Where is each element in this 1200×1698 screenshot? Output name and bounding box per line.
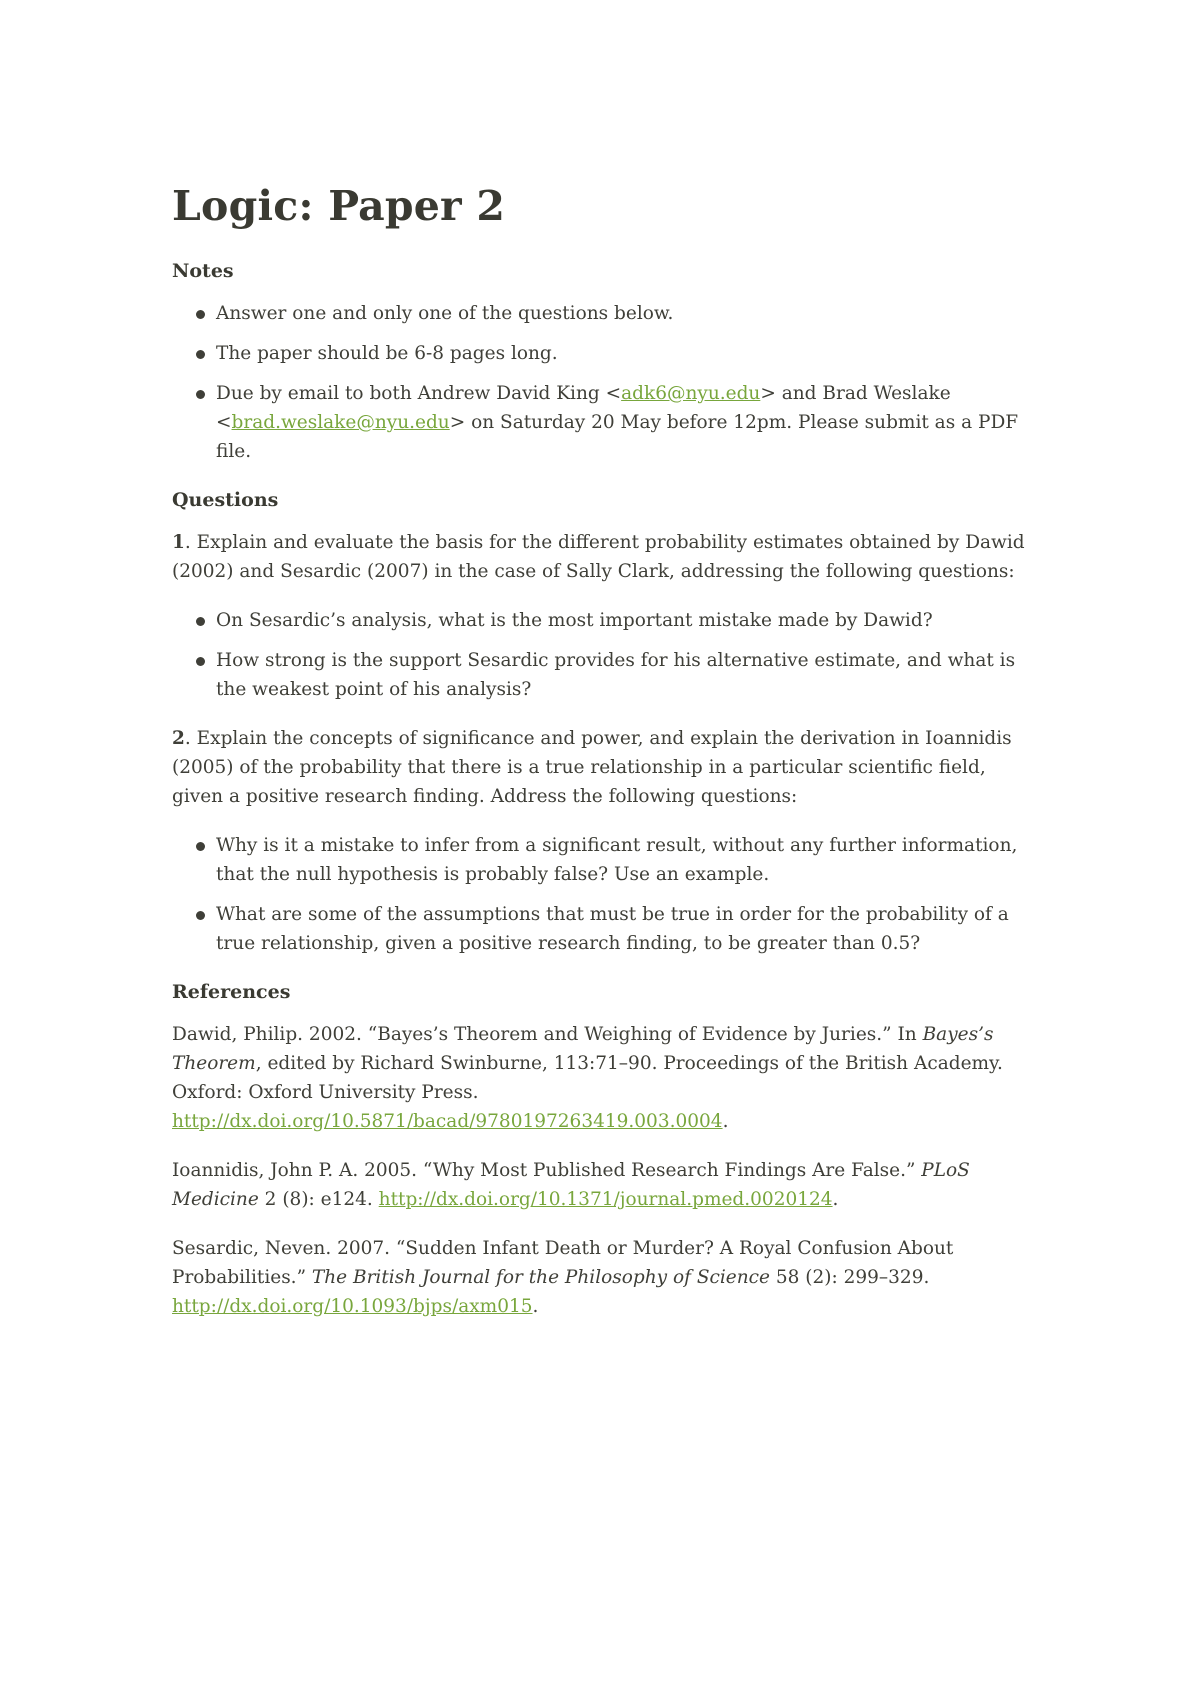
reference-title: The British Journal for the Philosophy of Science [311, 1267, 770, 1288]
list-item: What are some of the assumptions that must be true in order for the probability of a true relationship, given a positive research finding, to be greater than 0.5? [216, 900, 1038, 958]
document-page [172, 176, 1038, 1341]
references-heading: References [172, 981, 291, 1003]
due-text-pre: Due by email to both Andrew David King < [216, 383, 622, 404]
question-2 [172, 724, 1038, 811]
list-item: How strong is the support Sesardic provides for his alternative estimate, and what is the weakest point of his analysis? [216, 646, 1038, 704]
doi-link-ioannidis[interactable]: http://dx.doi.org/10.1371/journal.pmed.0020124 [378, 1189, 833, 1210]
reference-title: Bayes’s Theorem [172, 1024, 994, 1074]
questions-heading: Questions [172, 489, 279, 511]
doi-link-sesardic[interactable]: http://dx.doi.org/10.1093/bjps/axm015 [172, 1296, 533, 1317]
notes-heading: Notes [172, 260, 234, 282]
due-text-mid: > and Brad Weslake < [216, 383, 951, 433]
question-1-number: 1 [172, 532, 185, 553]
email-link-weslake[interactable]: brad.weslake@nyu.edu [231, 412, 450, 433]
notes-list [172, 299, 1038, 466]
question-1 [172, 528, 1038, 586]
reference-text: Sesardic, Neven. 2007. “Sudden Infant Death or Murder? A Royal Confusion About Probabilities.” [172, 1238, 954, 1288]
list-item: On Sesardic’s analysis, what is the most important mistake made by Dawid? [216, 606, 1038, 635]
question-1-subquestions [172, 606, 1038, 704]
question-2-subquestions [172, 831, 1038, 958]
question-2-text: . Explain the concepts of significance and power, and explain the derivation in Ioannidis (2005) of the probability that there is a true relationship in a particular scientific field, given a positive research finding. Address the following questions: [172, 728, 1012, 807]
reference-text: . [832, 1189, 839, 1210]
reference-text: . [532, 1296, 539, 1317]
reference-text: Dawid, Philip. 2002. “Bayes’s Theorem and Weighing of Evidence by Juries.” In [172, 1024, 923, 1045]
reference-text: , edited by Richard Swinburne, 113:71–90. Proceedings of the British Academy. Oxford: Oxford University Press. [172, 1053, 1003, 1103]
question-2-number: 2 [172, 728, 185, 749]
reference-dawid [172, 1020, 1038, 1136]
question-1-text: . Explain and evaluate the basis for the different probability estimates obtained by Dawid (2002) and Sesardic (2007) in the case of Sally Clark, addressing the following questions: [172, 532, 1025, 582]
due-text-post: > on Saturday 20 May before 12pm. Please submit as a PDF file. [216, 412, 1019, 462]
email-link-king[interactable]: adk6@nyu.edu [621, 383, 761, 404]
reference-text: . [722, 1111, 729, 1132]
reference-text: Ioannidis, John P. A. 2005. “Why Most Published Research Findings Are False.” [172, 1160, 922, 1181]
page-title: Logic: Paper 2 [172, 182, 506, 230]
list-item: Answer one and only one of the questions below. [216, 299, 1038, 328]
reference-title: PLoS Medicine [172, 1160, 970, 1210]
list-item: The paper should be 6-8 pages long. [216, 339, 1038, 368]
list-item: Why is it a mistake to infer from a significant result, without any further information, that the null hypothesis is probably false? Use an example. [216, 831, 1038, 889]
reference-text: 58 (2): 299–329. [769, 1267, 930, 1288]
doi-link-dawid[interactable]: http://dx.doi.org/10.5871/bacad/9780197263419.003.0004 [172, 1111, 723, 1132]
reference-ioannidis [172, 1156, 1038, 1214]
reference-sesardic [172, 1234, 1038, 1321]
list-item-due [216, 379, 1038, 466]
reference-text: 2 (8): e124. [258, 1189, 379, 1210]
